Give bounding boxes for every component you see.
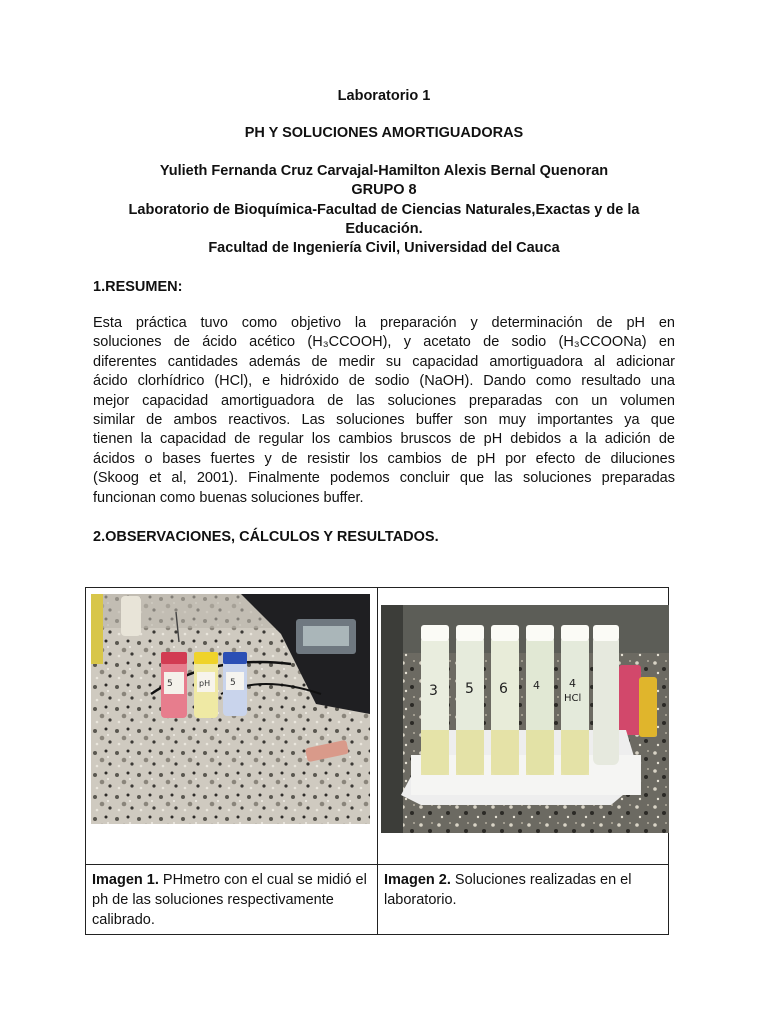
paragraph-line: soluciones de ácido acético (H₃CCOOH), y acetato de sodio (H₃CCOONa) en	[93, 334, 675, 351]
caption-text: Soluciones realizadas en el laboratorio.	[384, 872, 632, 908]
resumen-heading: 1.RESUMEN:	[93, 279, 183, 295]
paragraph-line: (Skoog et al, 2001). Finalmente podemos concluir que las soluciones preparadas	[93, 470, 675, 487]
tube-label: 4	[533, 679, 540, 692]
figure-1-cell	[86, 588, 378, 865]
department-line-2: Educación.	[345, 221, 423, 237]
tube-label: 6	[499, 681, 508, 697]
test-tubes-photo	[381, 605, 669, 833]
tube-label: 5	[230, 678, 236, 688]
figure-2-cell	[378, 588, 669, 865]
figures-table	[85, 587, 669, 935]
group: GRUPO 8	[351, 182, 417, 198]
paragraph-line: ácidos o bases fuertes y de resistir los cambios de pH por efecto de diluciones	[93, 450, 675, 467]
paragraph-line: similar de ambos reactivos. Las soluciones buffer son muy importantes ya que	[93, 412, 675, 429]
paragraph-line: tienen la capacidad de regular los cambios bruscos de pH debidos a la adición de	[93, 431, 675, 448]
caption-label: Imagen 2.	[384, 872, 451, 888]
lab-title: Laboratorio 1	[337, 88, 431, 104]
tube-label: 4	[569, 677, 576, 690]
paragraph-line: funcionan como buenas soluciones buffer.	[93, 489, 364, 506]
caption-text: PHmetro con el cual se midió el ph de las soluciones respectivamente calibrado.	[92, 872, 367, 928]
tube-label: 5	[465, 681, 474, 697]
paragraph-line: mejor capacidad amortiguadora de las soluciones preparadas con un volumen	[93, 392, 675, 409]
paragraph-line: Esta práctica tuvo como objetivo la preparación y determinación de pH en	[93, 315, 675, 331]
authors: Yulieth Fernanda Cruz Carvajal-Hamilton Alexis Bernal Quenoran	[159, 163, 609, 179]
resumen-paragraph	[93, 314, 675, 508]
paragraph-line: ácido clorhídrico (HCl), e hidróxido de sodio (NaOH). Dando como resultado una	[93, 373, 675, 390]
tube-label: HCl	[564, 693, 582, 704]
observaciones-heading: 2.OBSERVACIONES, CÁLCULOS Y RESULTADOS.	[93, 529, 439, 545]
tube-label: pH	[199, 679, 211, 688]
document-title: PH Y SOLUCIONES AMORTIGUADORAS	[244, 125, 524, 141]
tube-label: 5	[167, 679, 173, 689]
faculty: Facultad de Ingeniería Civil, Universidad del Cauca	[208, 240, 560, 256]
paragraph-line: diferentes cantidades además de medir su capacidad amortiguadora al adicionar	[93, 353, 675, 370]
figure-1-caption	[86, 865, 378, 935]
figure-2-caption	[378, 865, 669, 935]
caption-label: Imagen 1.	[92, 872, 159, 888]
tube-label: 3	[429, 683, 438, 699]
department-line-1: Laboratorio de Bioquímica-Facultad de Ciencias Naturales,Exactas y de la	[128, 202, 640, 218]
ph-meter-photo	[91, 594, 370, 824]
